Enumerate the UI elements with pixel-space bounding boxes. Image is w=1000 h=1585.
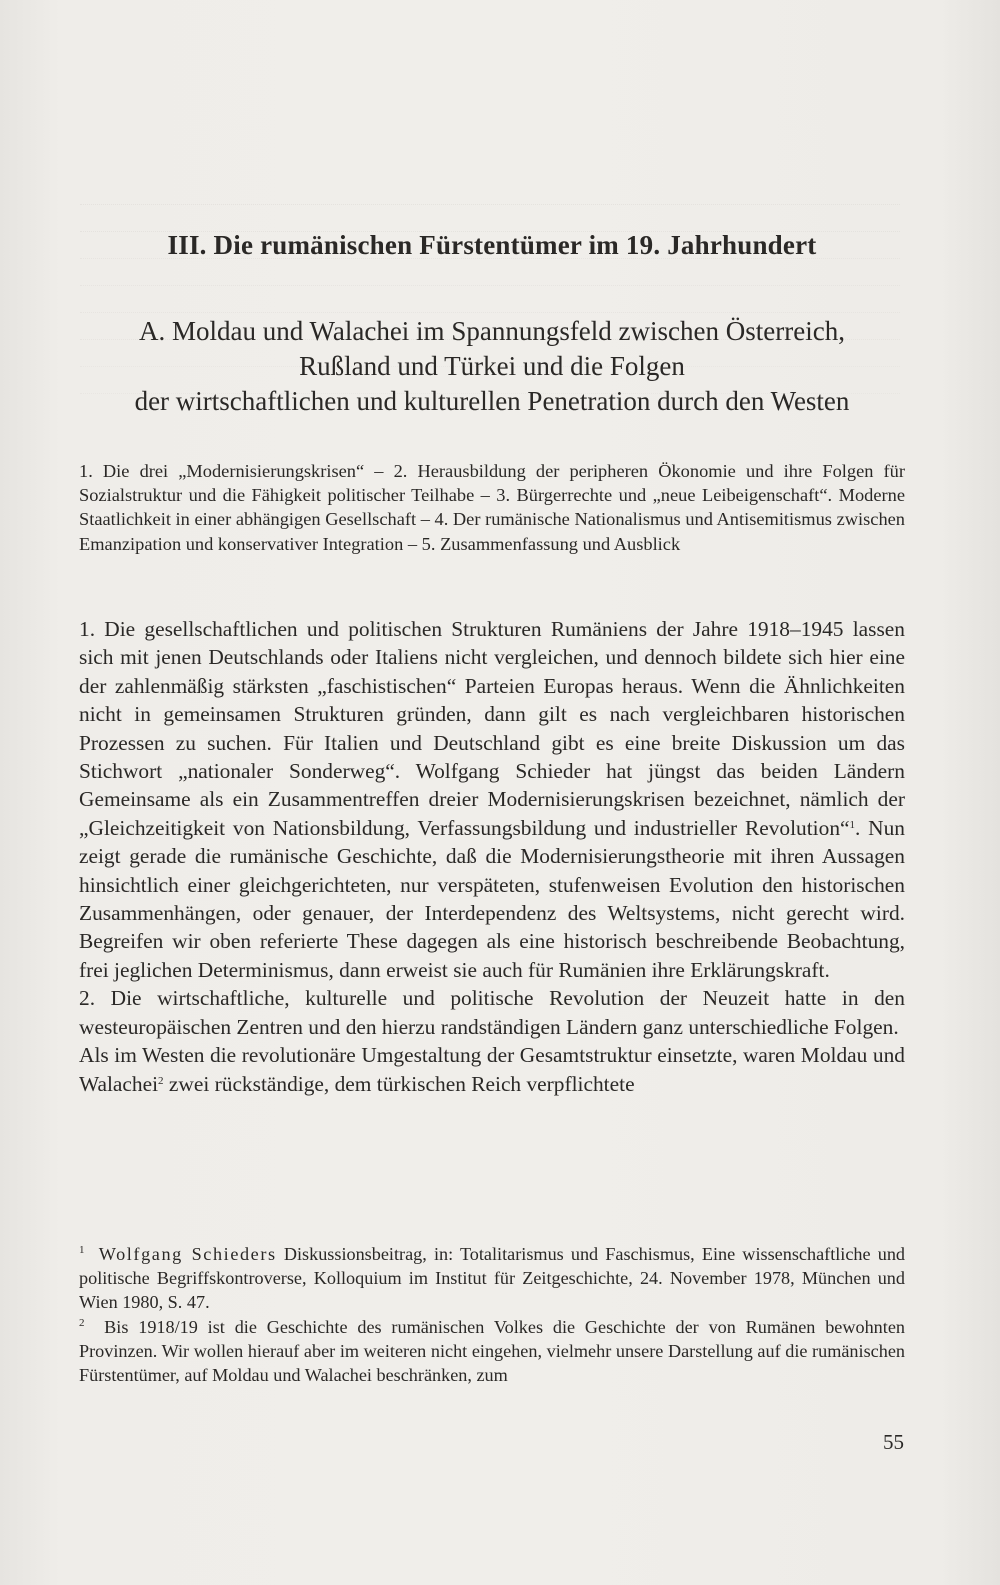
footnote-author: Wolfgang Schieders [98,1244,277,1264]
paragraph-text: Als im Westen die revolutionäre Umgestaltung der Gesamtstruktur einsetzte, waren Moldau und Walachei [79,1043,905,1096]
body-text [79,615,905,1098]
section-title-line: A. Moldau und Walachei im Spannungsfeld zwischen Österreich, [139,316,845,346]
footnote-2 [79,1315,905,1388]
footnotes [79,1242,905,1387]
chapter-title: III. Die rumänischen Fürstentümer im 19. Jahrhundert [167,230,817,260]
paragraph-text: 1. Die gesellschaftlichen und politischen Strukturen Rumäniens der Jahre 1918–1945 lassen sich mit jenen Deutschlands oder Italiens nicht vergleichen, und dennoch bildete sich hier eine der zahlenmäßig stärksten „faschistischen“ Parteien Europas heraus. Wenn die Ähnlichkeiten nicht in gemeinsamen Strukturen gründen, dann gilt es nach vergleichbaren historischen Prozessen zu suchen. Für Italien und Deutschland gibt es eine breite Diskussion um das Stichwort „nationaler Sonderweg“. Wolfgang Schieder hat jüngst das beiden Ländern Gemeinsame als ein Zusammentreffen dreier Modernisierungskrisen bezeichnet, nämlich der „Gleichzeitigkeit von Nationsbildung, Verfassungsbildung und industrieller Revolution“ [79,617,905,840]
section-title-line: Rußland und Türkei und die Folgen [299,351,685,381]
footnote-reference: 2 [158,1074,164,1087]
paragraph-1 [79,615,905,984]
section-summary: 1. Die drei „Modernisierungskrisen“ – 2. Herausbildung der peripheren Ökonomie und ihre Folgen für Sozialstruktur und die Fähigkeit politischer Teilhabe – 3. Bürgerrechte und „neue Leibeigenschaft“. Moderne Staatlichkeit in einer abhängigen Gesellschaft – 4. Der rumänische Nationalismus und Antisemitismus zwischen Emanzipation und konservativer Integration – 5. Zusammenfassung und Ausblick [79,461,905,554]
paragraph-text: . Nun zeigt gerade die rumänische Geschichte, daß die Modernisierungstheorie mit ihren Aussagen hinsichtlich einer gleichgerichteten, nur verspäteten, stufenweisen Evolution den historischen Zusammenhängen, oder genauer, der Interdependenz des Weltsystems, nicht gerecht wird. Begreifen wir oben referierte These dagegen als eine historisch beschreibende Beobachtung, frei jeglichen Determinismus, dann erweist sie auch für Rumänien ihre Erklärungskraft. [79,815,905,982]
paragraph-text: zwei rückständige, dem türkischen Reich verpflichtete [163,1071,635,1096]
footnote-text: Diskussionsbeitrag, in: Totalitarismus und Faschismus, Eine wissenschaftliche und politische Begriffskontroverse, Kolloquium im Institut für Zeitgeschichte, 24. November 1978, München und Wien 1980, S. 47. [79,1244,906,1313]
footnote-reference: 1 [849,818,856,831]
page-number: 55 [883,1430,904,1454]
footnote-number: 1 [79,1244,85,1256]
section-title [79,314,905,419]
footnote-text: Bis 1918/19 ist die Geschichte des rumänischen Volkes die Geschichte der von Rumänen bewohnten Provinzen. Wir wollen hierauf aber im weiteren nicht eingehen, vielmehr unsere Darstellung auf die rumänischen Fürstentümer, auf Moldau und Walachei beschränken, zum [79,1316,906,1386]
paragraph-3 [79,1041,905,1098]
footnote-1 [79,1242,905,1315]
section-title-line: der wirtschaftlichen und kulturellen Penetration durch den Westen [134,386,850,416]
paragraph-2: 2. Die wirtschaftliche, kulturelle und politische Revolution der Neuzeit hatte in den westeuropäischen Zentren und den hierzu randständigen Ländern ganz unterschiedliche Folgen. [79,986,905,1039]
footnote-number: 2 [79,1316,85,1329]
